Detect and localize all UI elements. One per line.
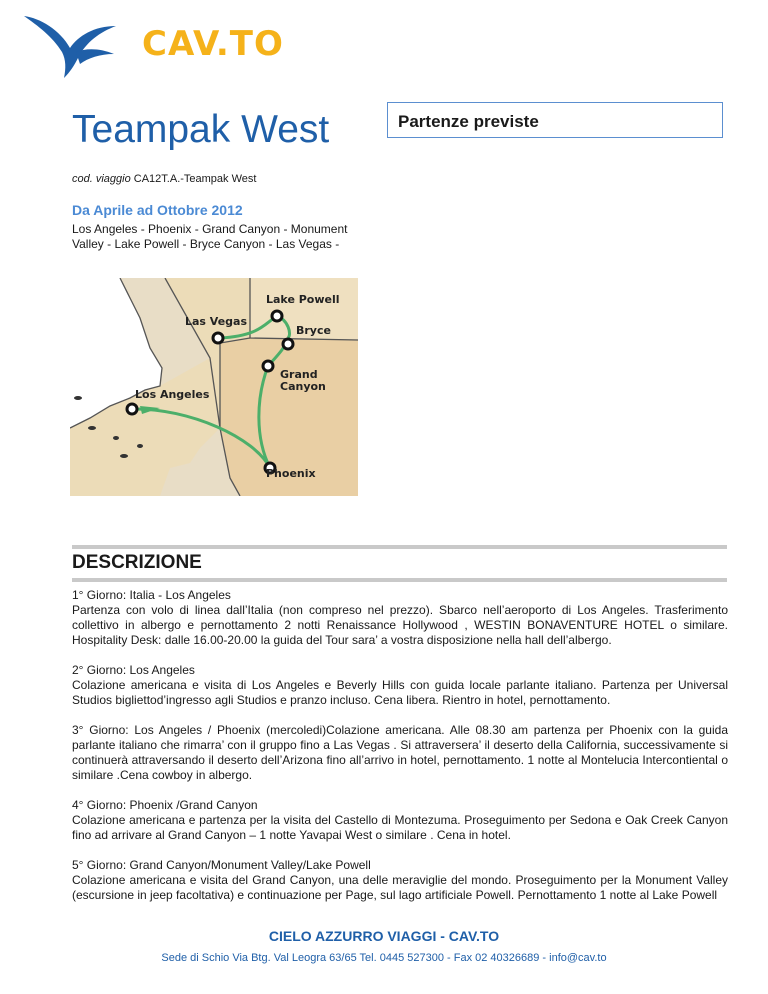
trip-code-value: CA12T.A.-Teampak West: [133, 173, 257, 185]
trip-route: Los Angeles - Phoenix - Grand Canyon - Monument Valley - Lake Powell - Bryce Canyon - Las Vegas -: [72, 222, 348, 251]
section-heading: DESCRIZIONE: [72, 552, 202, 573]
day-text: Colazione americana e visita del Grand Canyon, una delle meraviglie del mondo. Proseguimento per la Monument Valley (escursione in jeep facoltativa) e continuazione per Page, sul lago artificiale Powell. Pernottamento 1 notte al Lake Powell: [72, 873, 728, 902]
day-text: Colazione americana e visita di Los Angeles e Beverly Hills con guida locale parlante italiano. Partenza per Universal Studios bigliettod’ingresso agli Studios e pranzo incluso. Cena libera. Rientro in hotel, pernottamento.: [72, 678, 728, 707]
itinerary-day: [72, 858, 728, 903]
itinerary-day: [72, 663, 728, 708]
map-label-phoenix: Phoenix: [266, 467, 316, 480]
trip-period: Da Aprile ad Ottobre 2012: [72, 202, 243, 218]
day-title: 4° Giorno: Phoenix /Grand Canyon: [72, 798, 258, 812]
map-label-lake-powell: Lake Powell: [266, 293, 340, 306]
trip-code: [72, 173, 256, 185]
route-map: [70, 278, 358, 496]
bird-logo-icon: [20, 8, 130, 80]
itinerary-day: [72, 798, 728, 843]
day-title: 1° Giorno: Italia - Los Angeles: [72, 588, 231, 602]
logo-text: CAV.TO: [142, 24, 284, 64]
section-divider-bottom: [72, 578, 727, 582]
page-title: Teampak West: [72, 108, 330, 151]
map-label-los-angeles: Los Angeles: [135, 388, 210, 401]
section-divider-top: [72, 545, 727, 549]
map-label-bryce: Bryce: [296, 324, 331, 337]
day-text: Colazione americana e partenza per la visita del Castello di Montezuma. Proseguimento per Sedona e Oak Creek Canyon fino ad arrivare al Grand Canyon – 1 notte Yavapai West o similare . Cena in hotel.: [72, 813, 728, 842]
brand-logo: [20, 8, 284, 80]
day-title: 2° Giorno: Los Angeles: [72, 663, 195, 677]
trip-code-label: cod. viaggio: [72, 173, 131, 185]
day-text: 3° Giorno: Los Angeles / Phoenix (mercoledi)Colazione americana. Alle 08.30 am partenza per Phoenix con la guida parlante italiano che rimarra’ con il gruppo fino a Las Vegas . Si attraversera’ il deserto della California, successivamente si continuerà attraversando il deserto dell’Arizona fino all’arrivo in hotel, pernottamento. 1 notte al Montelucia Intercontiental o similare .Cena cowboy in albergo.: [72, 723, 728, 782]
map-label-grand-canyon-line2: Canyon: [280, 380, 326, 393]
day-title: 5° Giorno: Grand Canyon/Monument Valley/Lake Powell: [72, 858, 371, 872]
partenze-box: Partenze previste: [387, 102, 723, 138]
map-label-las-vegas: Las Vegas: [185, 315, 248, 328]
map-label-grand-canyon-line1: Grand: [280, 368, 318, 381]
itinerary: [72, 588, 728, 918]
itinerary-day: [72, 723, 728, 783]
itinerary-day: [72, 588, 728, 648]
footer-company: CIELO AZZURRO VIAGGI - CAV.TO: [268, 928, 500, 944]
day-text: Partenza con volo di linea dall’Italia (non compreso nel prezzo). Sbarco nell’aeroporto di Los Angeles. Trasferimento collettivo in albergo e pernottamento 2 notti Renaissance Hollywood , WESTIN BONAVENTURE HOTEL o similare. Hospitality Desk: dalle 16.00-20.00 la guida del Tour sara’ a vostra disposizione nella hall dell’albergo.: [72, 603, 728, 647]
footer-address: Sede di Schio Via Btg. Val Leogra 63/65 Tel. 0445 527300 - Fax 02 40326689 - info@cav.to: [161, 952, 607, 964]
